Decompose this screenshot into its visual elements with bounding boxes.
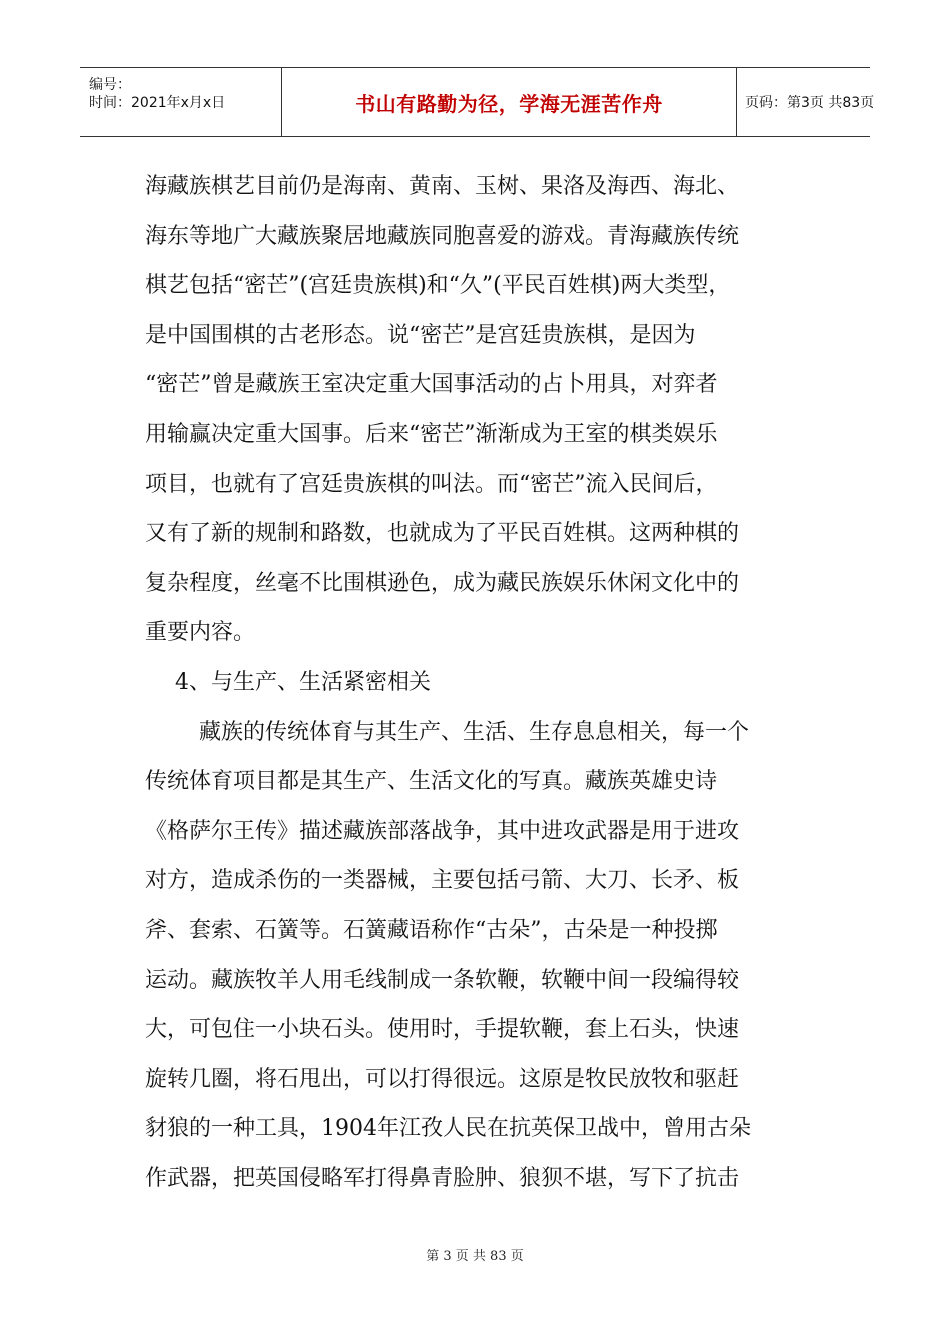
body-line: 旋转几圈，将石甩出，可以打得很远。这原是牧民放牧和驱赶 (145, 1066, 740, 1092)
body-line: 运动。藏族牧羊人用毛线制成一条软鞭，软鞭中间一段编得较 (145, 967, 740, 993)
page-header (80, 67, 875, 137)
body-line: 《格萨尔王传》描述藏族部落战争，其中进攻武器是用于进攻 (145, 818, 740, 844)
body-line: “密芒”曾是藏族王室决定重大国事活动的占卜用具，对弈者 (145, 372, 718, 398)
body-line: 传统体育项目都是其生产、生活文化的写真。藏族英雄史诗 (145, 769, 718, 795)
document-date: 时间：2021年x月x日 (89, 95, 226, 111)
body-line: 对方，造成杀伤的一类器械，主要包括弓箭、大刀、长矛、板 (145, 868, 740, 894)
body-line: 海东等地广大藏族聚居地藏族同胞喜爱的游戏。青海藏族传统 (145, 223, 740, 249)
header-meta (80, 68, 282, 136)
body-line: 是中国围棋的古老形态。说“密芒”是宫廷贵族棋，是因为 (145, 322, 696, 348)
document-body (145, 162, 810, 1203)
header-page-info: 页码：第3页 共83页 (745, 95, 875, 111)
page-footer: 第 3 页 共 83 页 (426, 1249, 524, 1264)
header-motto: 书山有路勤为径，学海无涯苦作舟 (355, 91, 663, 116)
document-number-label: 编号： (89, 77, 131, 93)
body-line: 又有了新的规制和路数，也就成为了平民百姓棋。这两种棋的 (145, 521, 740, 547)
body-line: 大，可包住一小块石头。使用时，手提软鞭，套上石头，快速 (145, 1017, 740, 1043)
body-line: 棋艺包括“密芒”(宫廷贵族棋)和“久”(平民百姓棋)两大类型， (145, 273, 731, 299)
body-line: 豺狼的一种工具，1904年江孜人民在抗英保卫战中，曾用古朵 (145, 1116, 751, 1142)
header-motto-cell (282, 68, 737, 136)
body-line: 斧、套索、石簧等。石簧藏语称作“古朵”，古朵是一种投掷 (145, 917, 718, 943)
section-heading: 4、与生产、生活紧密相关 (175, 669, 431, 695)
paragraph-first-line: 藏族的传统体育与其生产、生活、生存息息相关，每一个 (199, 719, 750, 745)
body-line: 复杂程度，丝毫不比围棋逊色，成为藏民族娱乐休闲文化中的 (145, 570, 740, 596)
body-line: 项目，也就有了宫廷贵族棋的叫法。而“密芒”流入民间后， (145, 471, 718, 497)
body-line: 海藏族棋艺目前仍是海南、黄南、玉树、果洛及海西、海北、 (145, 174, 740, 199)
body-line: 作武器，把英国侵略军打得鼻青脸肿、狼狈不堪，写下了抗击 (145, 1165, 740, 1191)
body-line: 用输赢决定重大国事。后来“密芒”渐渐成为王室的棋类娱乐 (145, 421, 718, 447)
body-line: 重要内容。 (145, 620, 256, 646)
